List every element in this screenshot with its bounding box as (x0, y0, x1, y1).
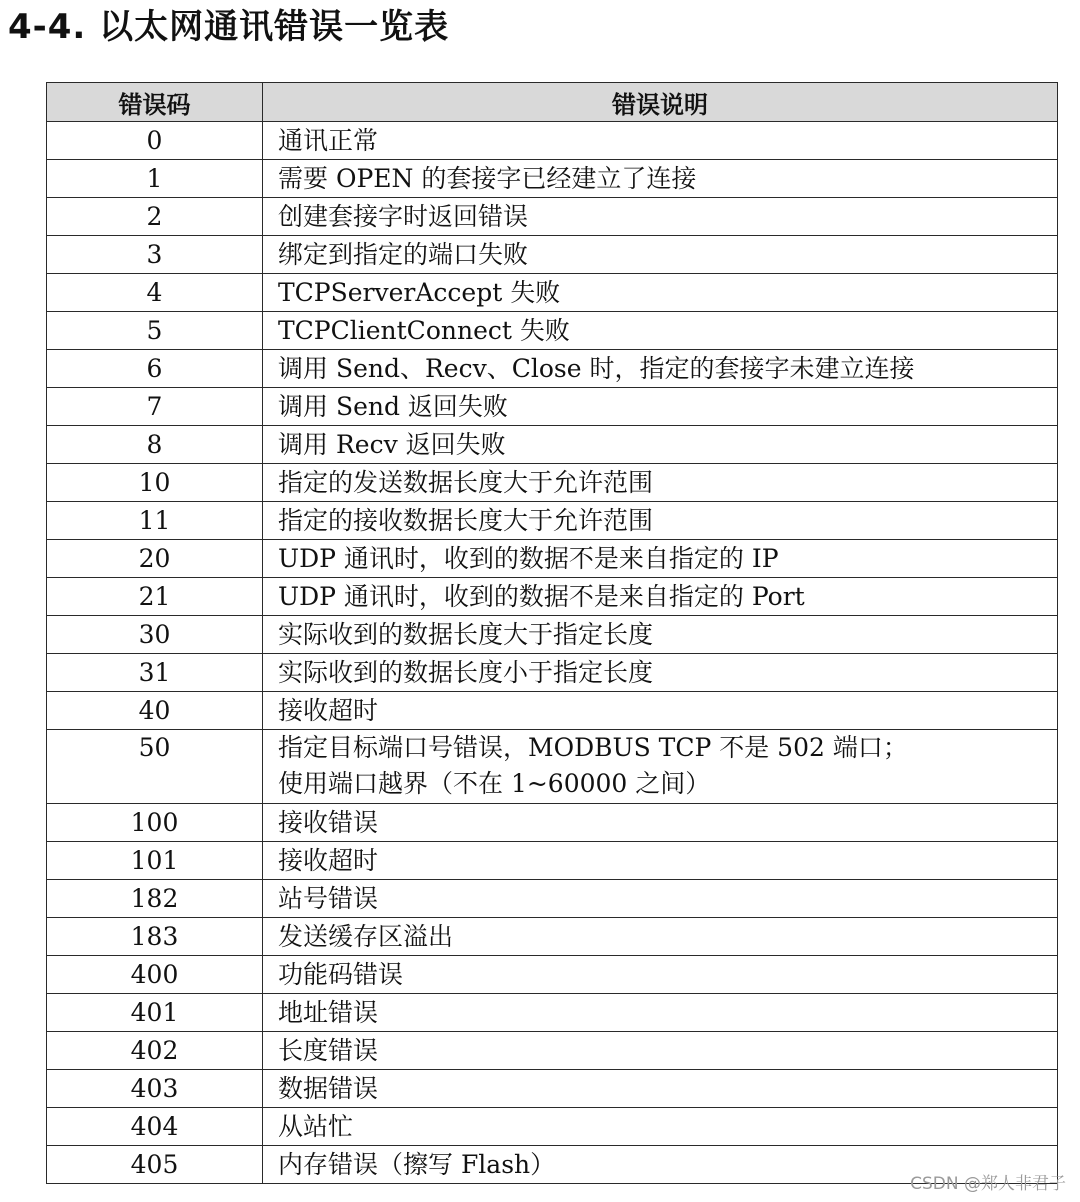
table-row (47, 160, 1058, 198)
table-row (47, 312, 1058, 350)
error-description-text: 长度错误 (278, 1035, 379, 1065)
error-code-cell: 11 (47, 502, 263, 540)
error-code-cell: 1 (47, 160, 263, 198)
table-row (47, 388, 1058, 426)
error-description-text: 内存错误（擦写 Flash） (278, 1149, 556, 1179)
error-description-cell (263, 426, 1058, 464)
error-description-cell (263, 654, 1058, 692)
error-description-cell (263, 350, 1058, 388)
error-description-text: 调用 Send 返回失败 (278, 391, 508, 421)
error-description-text: UDP 通讯时，收到的数据不是来自指定的 Port (278, 581, 805, 611)
table-row (47, 804, 1058, 842)
error-code-cell: 31 (47, 654, 263, 692)
error-description-cell (263, 1108, 1058, 1146)
error-code-cell: 30 (47, 616, 263, 654)
table-row (47, 350, 1058, 388)
error-description-cell (263, 578, 1058, 616)
error-description-text: UDP 通讯时，收到的数据不是来自指定的 IP (278, 543, 779, 573)
error-description-text: 发送缓存区溢出 (278, 921, 454, 951)
error-code-cell: 2 (47, 198, 263, 236)
error-code-cell: 0 (47, 122, 263, 160)
error-code-cell: 405 (47, 1146, 263, 1184)
error-description-text: 指定的发送数据长度大于允许范围 (278, 467, 654, 497)
error-description-cell (263, 730, 1058, 804)
error-description-text: 地址错误 (278, 997, 379, 1027)
error-description-text: 从站忙 (278, 1111, 354, 1141)
table-row (47, 1108, 1058, 1146)
table-row (47, 1032, 1058, 1070)
error-description-cell (263, 502, 1058, 540)
error-code-cell: 101 (47, 842, 263, 880)
error-code-cell: 401 (47, 994, 263, 1032)
error-description-cell (263, 312, 1058, 350)
table-row (47, 274, 1058, 312)
error-code-cell: 6 (47, 350, 263, 388)
error-description-text: 实际收到的数据长度小于指定长度 (278, 657, 654, 687)
table-row (47, 540, 1058, 578)
error-description-text: 接收超时 (278, 695, 379, 725)
error-code-cell: 50 (47, 730, 263, 804)
error-description-cell (263, 236, 1058, 274)
error-description-cell (263, 1070, 1058, 1108)
error-description-text: 接收超时 (278, 845, 379, 875)
table-row (47, 1070, 1058, 1108)
table-header-row (47, 83, 1058, 122)
error-code-cell: 100 (47, 804, 263, 842)
table-row (47, 464, 1058, 502)
error-description-text: 通讯正常 (278, 125, 379, 155)
error-code-cell: 21 (47, 578, 263, 616)
error-description-cell (263, 464, 1058, 502)
error-code-cell: 4 (47, 274, 263, 312)
error-description-text: 绑定到指定的端口失败 (278, 239, 529, 269)
error-code-cell: 3 (47, 236, 263, 274)
table-row (47, 236, 1058, 274)
error-description-cell (263, 616, 1058, 654)
error-description-text: 调用 Recv 返回失败 (278, 429, 506, 459)
error-description-cell (263, 1032, 1058, 1070)
error-code-cell: 182 (47, 880, 263, 918)
error-description-text: 调用 Send、Recv、Close 时，指定的套接字未建立连接 (278, 353, 915, 383)
column-header-description: 错误说明 (263, 83, 1058, 122)
error-description-cell (263, 880, 1058, 918)
error-code-cell: 7 (47, 388, 263, 426)
error-code-cell: 10 (47, 464, 263, 502)
table-body (47, 122, 1058, 1184)
error-description-text: 功能码错误 (278, 959, 404, 989)
table-row (47, 918, 1058, 956)
error-description-cell (263, 994, 1058, 1032)
error-description-text: 创建套接字时返回错误 (278, 201, 529, 231)
error-description-cell (263, 804, 1058, 842)
error-code-cell: 20 (47, 540, 263, 578)
table-row (47, 502, 1058, 540)
error-description-text: 需要 OPEN 的套接字已经建立了连接 (278, 163, 697, 193)
error-code-cell: 404 (47, 1108, 263, 1146)
table-row (47, 578, 1058, 616)
table-row (47, 654, 1058, 692)
error-code-cell: 400 (47, 956, 263, 994)
error-description-cell (263, 198, 1058, 236)
table-row (47, 842, 1058, 880)
table-row (47, 880, 1058, 918)
table-row (47, 616, 1058, 654)
error-code-cell: 183 (47, 918, 263, 956)
page-title: 4-4. 以太网通讯错误一览表 (8, 7, 450, 47)
error-description-text: 接收错误 (278, 807, 379, 837)
error-description-cell (263, 160, 1058, 198)
error-code-cell: 8 (47, 426, 263, 464)
error-code-cell: 402 (47, 1032, 263, 1070)
error-code-cell: 403 (47, 1070, 263, 1108)
table-row (47, 730, 1058, 804)
error-description-cell (263, 956, 1058, 994)
table-row (47, 956, 1058, 994)
error-description-text: 指定的接收数据长度大于允许范围 (278, 505, 654, 535)
error-description-cell (263, 692, 1058, 730)
column-header-code: 错误码 (47, 83, 263, 122)
error-description-cell (263, 918, 1058, 956)
error-description-text: 站号错误 (278, 883, 379, 913)
watermark: CSDN @郑人非君子 (910, 1174, 1066, 1194)
error-code-cell: 5 (47, 312, 263, 350)
error-code-table (46, 82, 1058, 1184)
table-row (47, 198, 1058, 236)
table-row (47, 994, 1058, 1032)
error-description-text: TCPServerAccept 失败 (278, 277, 561, 307)
table-row (47, 692, 1058, 730)
error-description-text: TCPClientConnect 失败 (278, 315, 570, 345)
error-description-cell (263, 122, 1058, 160)
error-description-text: 指定目标端口号错误，MODBUS TCP 不是 502 端口； (278, 733, 908, 762)
error-description-text: 数据错误 (278, 1073, 379, 1103)
table-row (47, 426, 1058, 464)
table-row (47, 1146, 1058, 1184)
error-code-cell: 40 (47, 692, 263, 730)
table-row (47, 122, 1058, 160)
error-description-cell (263, 274, 1058, 312)
error-description-cell (263, 842, 1058, 880)
error-description-text: 实际收到的数据长度大于指定长度 (278, 619, 654, 649)
error-description-cell (263, 388, 1058, 426)
error-description-cell (263, 540, 1058, 578)
error-description-text: 使用端口越界（不在 1~60000 之间） (278, 769, 711, 798)
